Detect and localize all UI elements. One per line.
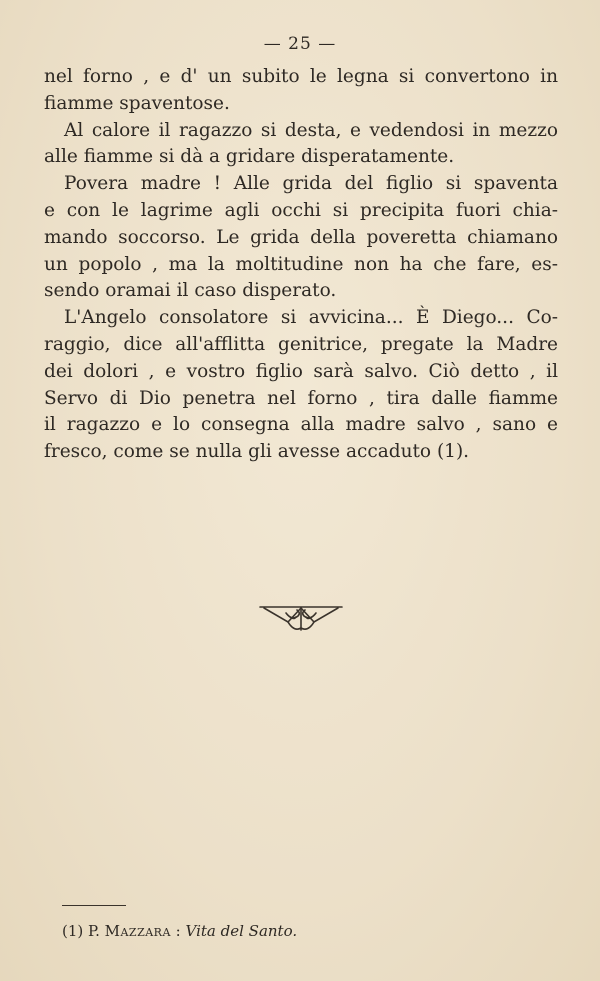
decorative-fleuron-icon <box>258 604 344 634</box>
text-line: un popolo , ma la moltitudine non ha che fare, es- <box>44 253 558 275</box>
text-line: sendo oramai il caso disperato. <box>44 280 337 302</box>
text-line: fresco, come se nulla gli avesse accaduto (1). <box>44 441 470 463</box>
text-line: dei dolori , e vostro figlio sarà salvo. Ciò detto , il <box>44 360 558 382</box>
text-line: alle fiamme si dà a gridare disperatamente. <box>44 146 455 168</box>
text-line: nel forno , e d' un subito le legna si convertono in <box>44 66 558 87</box>
text-line: il ragazzo e lo consegna alla madre salvo , sano e <box>44 414 558 436</box>
body-text <box>44 64 558 466</box>
footnote-marker: (1) P. <box>62 922 100 940</box>
text-line: fiamme spaventose. <box>44 92 230 114</box>
footnote-separator: : <box>175 922 181 940</box>
text-line: mando soccorso. Le grida della poveretta chiamano <box>44 226 558 248</box>
text-line: e con le lagrime agli occhi si precipita fuori chia- <box>44 199 558 221</box>
page-number: — 25 — <box>263 34 337 54</box>
footnote <box>62 922 297 940</box>
text-line: Servo di Dio penetra nel forno , tira dalle fiamme <box>44 387 558 409</box>
text-line: L'Angelo consolatore si avvicina... È Diego... Co- <box>64 307 558 329</box>
text-line: Povera madre ! Alle grida del figlio si spaventa <box>64 173 558 195</box>
text-line: raggio, dice all'afflitta genitrice, pregate la Madre <box>44 333 558 355</box>
text-line: Al calore il ragazzo si desta, e vedendosi in mezzo <box>64 119 558 141</box>
footnote-divider <box>62 905 126 906</box>
footnote-author: Mazzara <box>104 922 171 940</box>
footnote-title: Vita del Santo. <box>185 922 298 940</box>
